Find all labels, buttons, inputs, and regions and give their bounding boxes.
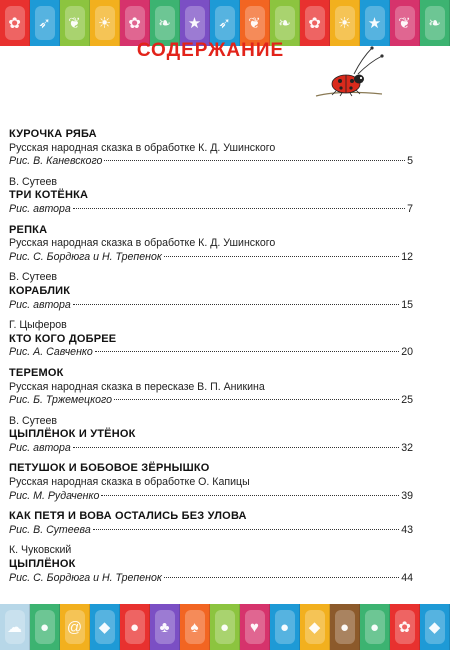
entry-illustrator: Рис. автора <box>9 441 71 454</box>
toc-entry <box>9 176 413 217</box>
fish-icon: ◆ <box>98 619 111 636</box>
dot-leader <box>73 208 405 209</box>
dot-leader <box>73 447 399 448</box>
entry-title: ЦЫПЛЁНОК <box>9 558 76 571</box>
bear-icon: ● <box>129 618 140 636</box>
bottom-border-tile <box>120 604 150 650</box>
entry-illustration-line <box>9 394 413 408</box>
entry-title: КТО КОГО ДОБРЕЕ <box>9 332 117 345</box>
entry-author: К. Чуковский <box>9 544 72 557</box>
entry-illustrator: Рис. С. Бордюга и Н. Трепенок <box>9 250 162 263</box>
entry-illustrator: Рис. А. Савченко <box>9 346 93 359</box>
bottom-border-tile <box>300 604 330 650</box>
entry-page-number: 44 <box>401 571 413 584</box>
bird-icon: ➶ <box>38 15 51 32</box>
toc-entry <box>9 271 413 312</box>
bunny-icon: ♥ <box>250 618 259 636</box>
entry-illustration-line <box>9 346 413 360</box>
frog-icon: ● <box>369 618 380 636</box>
bottom-border-tile <box>360 604 390 650</box>
entry-illustration-line <box>9 203 413 217</box>
bottom-border-tile <box>390 604 420 650</box>
entry-page-number: 5 <box>407 155 413 168</box>
bottom-border-tile <box>60 604 90 650</box>
entry-title: КУРОЧКА РЯБА <box>9 128 97 140</box>
entry-note: Русская народная сказка в обработке К. Д. Ушинского <box>9 237 276 250</box>
butterfly-icon: ❦ <box>248 15 261 32</box>
entry-page-number: 39 <box>401 489 413 502</box>
bottom-border-tile <box>420 604 450 650</box>
entry-page-number: 20 <box>401 346 413 359</box>
butterfly-icon: ❦ <box>68 15 81 32</box>
entry-note: Русская народная сказка в обработке О. Капицы <box>9 476 250 489</box>
flower-icon: ✿ <box>128 15 141 32</box>
mouse-icon: ● <box>279 618 290 636</box>
star-icon: ★ <box>187 15 202 32</box>
entry-page-number: 7 <box>407 202 413 215</box>
entry-illustrator: Рис. автора <box>9 202 71 215</box>
top-border-tile <box>420 0 450 46</box>
entry-title: ТРИ КОТЁНКА <box>9 189 89 202</box>
entry-illustration-line <box>9 442 413 456</box>
entry-illustration-line <box>9 524 413 538</box>
entry-illustration-line <box>9 572 413 586</box>
dot-leader <box>164 256 399 257</box>
entry-title: РЕПКА <box>9 223 48 236</box>
ladybug-icon <box>310 44 390 100</box>
entry-illustrator: Рис. автора <box>9 298 71 311</box>
entry-title: ТЕРЕМОК <box>9 366 64 379</box>
dot-leader <box>104 160 405 161</box>
leaf-icon: ❧ <box>428 15 441 32</box>
snail-icon: @ <box>66 618 83 636</box>
dog-icon: ● <box>219 618 230 636</box>
entry-illustrator: Рис. В. Сутеева <box>9 523 91 536</box>
entry-note: Русская народная сказка в обработке К. Д. Ушинского <box>9 141 276 154</box>
entry-page-number: 25 <box>401 394 413 407</box>
table-of-contents <box>9 128 413 592</box>
toc-entry <box>9 510 413 537</box>
sun-icon: ☀ <box>337 15 352 32</box>
entry-note: Русская народная сказка в пересказе В. П. Аникина <box>9 380 265 393</box>
decorative-bottom-border <box>0 604 441 650</box>
dot-leader <box>114 399 399 400</box>
sun-icon: ☀ <box>97 15 112 32</box>
star-icon: ★ <box>367 15 382 32</box>
entry-illustrator: Рис. В. Каневского <box>9 155 103 168</box>
bottom-border-tile <box>30 604 60 650</box>
toc-entry <box>9 224 413 265</box>
toc-entry <box>9 415 413 456</box>
page-title: СОДЕРЖАНИЕ <box>136 40 285 61</box>
entry-author: В. Сутеев <box>9 414 58 427</box>
bottom-border-tile <box>210 604 240 650</box>
dot-leader <box>164 577 399 578</box>
entry-title: ЦЫПЛЁНОК И УТЁНОК <box>9 428 136 441</box>
dot-leader <box>73 304 399 305</box>
flower-icon: ✿ <box>398 619 411 636</box>
fish-icon: ◆ <box>428 619 441 636</box>
entry-illustrator: Рис. С. Бордюга и Н. Трепенок <box>9 571 162 584</box>
entry-author: В. Сутеев <box>9 175 58 188</box>
entry-illustration-line <box>9 490 413 504</box>
duck-icon: ◆ <box>308 619 321 636</box>
entry-page-number: 43 <box>401 523 413 536</box>
bottom-border-tile <box>90 604 120 650</box>
bottom-border-tile <box>180 604 210 650</box>
entry-page-number: 15 <box>401 298 413 311</box>
entry-illustration-line <box>9 251 413 265</box>
entry-page-number: 12 <box>401 250 413 263</box>
butterfly-icon: ❦ <box>398 15 411 32</box>
entry-author: Г. Цыферов <box>9 319 67 332</box>
entry-illustration-line <box>9 299 413 313</box>
entry-illustration-line <box>9 155 413 169</box>
rooster-icon: ♣ <box>159 618 170 636</box>
toc-entry <box>9 367 413 408</box>
bottom-border-tile <box>330 604 360 650</box>
entry-title: КАК ПЕТЯ И ВОВА ОСТАЛИСЬ БЕЗ УЛОВА <box>9 510 247 523</box>
cheburashka-icon: ● <box>339 618 350 636</box>
leaf-icon: ❧ <box>158 15 171 32</box>
dot-leader <box>101 495 399 496</box>
entry-page-number: 32 <box>401 441 413 454</box>
flower-icon: ✿ <box>308 15 321 32</box>
flower-icon: ✿ <box>8 15 21 32</box>
entry-illustrator: Рис. М. Рудаченко <box>9 489 100 502</box>
bottom-border-tile <box>270 604 300 650</box>
bottom-border-tile <box>150 604 180 650</box>
toc-entry <box>9 544 413 585</box>
entry-illustrator: Рис. Б. Тржемецкого <box>9 394 112 407</box>
toc-entry <box>9 462 413 503</box>
leaf-icon: ❧ <box>278 15 291 32</box>
toc-entry <box>9 128 413 169</box>
entry-title: КОРАБЛИК <box>9 284 71 297</box>
bottom-border-tile <box>240 604 270 650</box>
toc-entry <box>9 319 413 360</box>
entry-title: ПЕТУШОК И БОБОВОЕ ЗЁРНЫШКО <box>9 462 210 475</box>
frog-icon: ● <box>39 618 50 636</box>
cat-icon: ♠ <box>190 618 199 636</box>
dot-leader <box>95 351 399 352</box>
bottom-border-tile <box>0 604 30 650</box>
entry-author: В. Сутеев <box>9 271 58 284</box>
cloud-icon: ☁ <box>7 619 22 636</box>
dot-leader <box>93 529 399 530</box>
bird-icon: ➶ <box>218 15 231 32</box>
